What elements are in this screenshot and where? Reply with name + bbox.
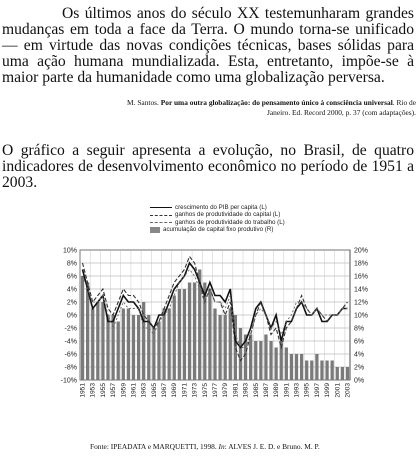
left-tick-label: -10% (60, 377, 77, 385)
x-tick-label: 1965 (150, 383, 158, 398)
legend-item-pib (150, 204, 285, 211)
x-tick-label: 1977 (212, 383, 219, 398)
legend-item-capital (150, 211, 285, 218)
legend-item-trabalho (150, 219, 285, 226)
citation-rest: . Rio de Janeiro. Ed. Record 2000, p. 37 (com adaptações). (267, 98, 416, 117)
left-tick-label: -8% (64, 364, 77, 372)
legend-label-capital: ganhos de produtividade do capital (L) (175, 211, 281, 219)
bar-acumulacao (269, 341, 272, 380)
x-tick-label: 1985 (252, 383, 260, 398)
x-tick-label: 1989 (273, 383, 281, 398)
x-tick-label: 1961 (130, 383, 138, 398)
bar-acumulacao (259, 341, 262, 380)
left-tick-label: -6% (64, 351, 77, 359)
bar-acumulacao (320, 361, 323, 381)
right-tick-label: 0% (354, 377, 365, 385)
left-tick-label: 0% (66, 312, 77, 320)
x-tick-label: 1997 (313, 383, 321, 398)
x-tick-label: 1975 (201, 383, 209, 398)
bar-acumulacao (106, 315, 109, 380)
x-tick-label: 1993 (293, 383, 301, 398)
legend-item-acumulacao (150, 226, 285, 233)
bar-acumulacao (208, 289, 211, 380)
question-paragraph: O gráfico a seguir apresenta a evolução, no Brasil, de quatro indicadores de desenvolvimento econômico no período de 1951 a 2003. (2, 142, 414, 191)
bar-acumulacao (86, 283, 89, 381)
bar-acumulacao (336, 367, 339, 380)
bar-acumulacao (157, 322, 160, 381)
bar-acumulacao (295, 354, 298, 380)
chart-legend (150, 204, 285, 234)
bar-acumulacao (193, 283, 196, 381)
source-in: In (218, 442, 225, 451)
left-tick-label: 4% (66, 286, 77, 294)
bar-acumulacao (285, 348, 288, 381)
right-tick-label: 8% (354, 325, 365, 333)
bar-acumulacao (254, 341, 257, 380)
right-tick-label: 10% (354, 312, 369, 320)
right-tick-label: 12% (354, 299, 369, 307)
citation-title: Por uma outra globalização: do pensamento único à consciência universal (160, 98, 393, 107)
bar-acumulacao (81, 276, 84, 380)
bar-acumulacao (218, 315, 221, 380)
citation-author: M. Santos. (127, 98, 159, 107)
legend-swatch-trabalho (150, 222, 172, 223)
bar-acumulacao (264, 335, 267, 381)
bar-acumulacao (183, 289, 186, 380)
x-tick-label: 1955 (99, 383, 107, 398)
legend-swatch-acumulacao (150, 227, 160, 233)
bar-acumulacao (168, 309, 171, 381)
left-tick-label: 10% (62, 247, 77, 255)
bar-acumulacao (325, 361, 328, 381)
legend-swatch-capital (150, 215, 172, 216)
x-tick-label: 1983 (242, 383, 250, 398)
x-tick-label: 1973 (191, 383, 199, 398)
right-tick-label: 20% (354, 247, 369, 255)
x-tick-label: 2003 (344, 383, 352, 398)
right-tick-label: 2% (354, 364, 365, 372)
x-tick-label: 1999 (324, 383, 332, 398)
left-tick-label: -4% (64, 338, 77, 346)
bar-acumulacao (224, 315, 227, 380)
intro-paragraph: Os últimos anos do século XX testemunharam grandes mudanças em toda a face da Terra. O mundo torna-se unificado — em virtude das novas condições técnicas, bases sólidas para uma ação humana mundializada. Esta, entretanto, impõe-se à maior parte da humanidade como uma globalização perversa. (2, 5, 414, 86)
bar-acumulacao (300, 354, 303, 380)
bar-acumulacao (346, 367, 349, 380)
x-tick-label: 1979 (222, 383, 230, 398)
bar-acumulacao (137, 315, 140, 380)
right-tick-label: 16% (354, 273, 369, 281)
right-tick-label: 4% (354, 351, 365, 359)
bar-acumulacao (341, 367, 344, 380)
bar-acumulacao (229, 309, 232, 381)
left-tick-label: -2% (64, 325, 77, 333)
left-tick-label: 6% (66, 273, 77, 281)
bar-acumulacao (331, 361, 334, 381)
x-tick-label: 1971 (181, 383, 189, 398)
bar-acumulacao (188, 283, 191, 381)
legend-label-trabalho: ganhos de produtividade do trabalho (L) (175, 218, 285, 226)
bar-acumulacao (290, 354, 293, 380)
chart (50, 200, 392, 410)
bar-acumulacao (132, 315, 135, 380)
x-tick-label: 1957 (110, 383, 118, 398)
x-tick-label: 1963 (140, 383, 148, 398)
bar-acumulacao (96, 302, 99, 380)
left-tick-label: 8% (66, 260, 77, 268)
bar-acumulacao (127, 309, 130, 381)
source-rest: : ALVES J. E. D. e Bruno. M. P. (224, 442, 320, 451)
x-tick-label: 1967 (161, 383, 169, 398)
bar-acumulacao (91, 309, 94, 381)
x-tick-label: 1995 (303, 383, 311, 398)
x-tick-label: 2001 (334, 383, 342, 398)
legend-label-acumulacao: acumulação de capital fixo produtivo (R) (163, 226, 274, 234)
x-tick-label: 1959 (120, 383, 128, 398)
bar-acumulacao (305, 361, 308, 381)
left-tick-label: 2% (66, 299, 77, 307)
bar-acumulacao (152, 328, 155, 380)
citation (120, 98, 416, 118)
bar-acumulacao (147, 315, 150, 380)
bar-acumulacao (249, 335, 252, 381)
legend-swatch-pib (150, 207, 172, 208)
bar-acumulacao (173, 296, 176, 381)
right-tick-label: 14% (354, 286, 369, 294)
bar-acumulacao (162, 309, 165, 381)
x-tick-label: 1991 (283, 383, 291, 398)
bar-acumulacao (315, 354, 318, 380)
legend-label-pib: crescimento do PIB per capita (L) (175, 204, 267, 211)
bar-acumulacao (275, 348, 278, 381)
bar-acumulacao (111, 315, 114, 380)
x-tick-label: 1951 (79, 383, 87, 398)
bar-acumulacao (213, 309, 216, 381)
bar-acumulacao (101, 302, 104, 380)
source-prefix: Fonte: IPEADATA e MARQUETTI, 1998. (90, 442, 219, 451)
bar-acumulacao (122, 309, 125, 381)
x-tick-label: 1987 (262, 383, 270, 398)
x-tick-label: 1953 (89, 383, 97, 398)
x-tick-label: 1969 (171, 383, 179, 398)
right-tick-label: 18% (354, 260, 369, 268)
bar-acumulacao (310, 361, 313, 381)
bar-acumulacao (178, 289, 181, 380)
bar-acumulacao (117, 322, 120, 381)
x-tick-label: 1981 (232, 383, 240, 398)
bar-acumulacao (239, 328, 242, 380)
chart-source (90, 442, 320, 451)
right-tick-label: 6% (354, 338, 365, 346)
